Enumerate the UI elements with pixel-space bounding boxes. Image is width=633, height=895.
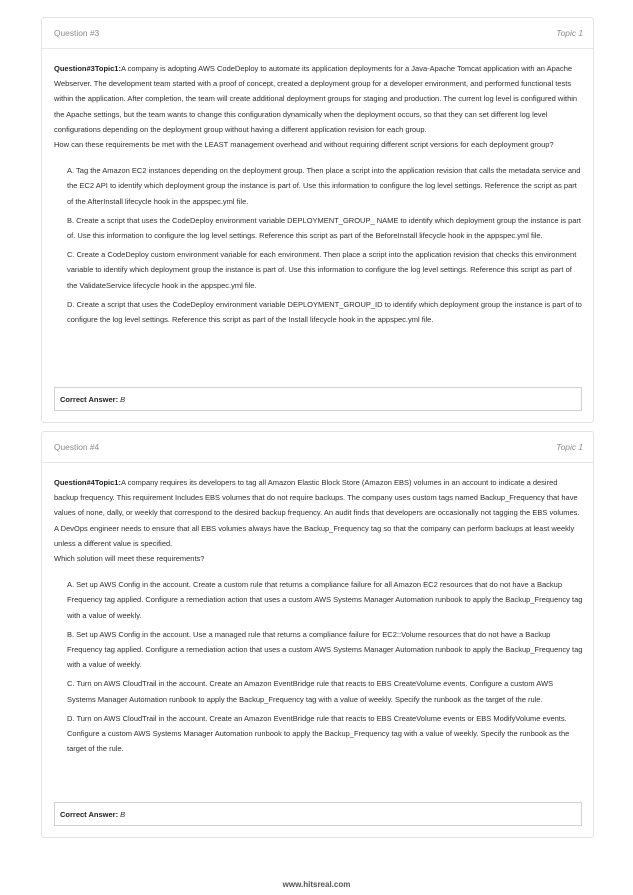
question-header	[42, 432, 593, 463]
option-a[interactable]: A. Tag the Amazon EC2 instances depending on the deployment group. Then place a script into the application revision that calls the metadata service and the EC2 API to identify which deployment group the instance is part of. Use this information to configure the log level settings. Reference the script as part of the AfterInstall lifecycle hook in the appspec.yml file.	[67, 166, 581, 206]
option-b[interactable]: B. Set up AWS Config in the account. Use a managed rule that returns a compliance failure for EC2::Volume resources that do not have a Backup Frequency tag applied. Configure a remediation action that uses a custom AWS Systems Manager Automation runbook to apply the Backup_Frequency tag with a value of weekly.	[67, 629, 583, 670]
topic-label: Topic 1	[556, 28, 583, 38]
question-prompt: Which solution will meet these requirements?	[54, 554, 205, 564]
question-body	[42, 463, 593, 756]
question-text: A company is adopting AWS CodeDeploy to automate its application deployments for a Java-Apache Tomcat application with an Apache Webserver. The development team started with a proof of concept, created a deployment group for a developer environment, and performed functional tests within the application. After completion, the team will create additional deployment groups for staging and production. The current log level is configured within the Apache settings, but the team wants to change this configuration dynamically when the deployment occurs, so that they can set different log level configurations depending on the deployment group without having a different application revision for each group.	[54, 64, 578, 134]
correct-answer-box	[54, 802, 582, 826]
question-number: Question #4	[54, 442, 100, 452]
option-c[interactable]: C. Turn on AWS CloudTrail in the account. Create an Amazon EventBridge rule that reacts to EBS CreateVolume events. Configure a custom AWS Systems Manager Automation runbook to apply the Backup_Frequency tag with a value of weekly. Specify the runbook as the target of the rule.	[67, 679, 554, 704]
question-stem	[54, 475, 583, 566]
option-d[interactable]: D. Create a script that uses the CodeDeploy environment variable DEPLOYMENT_GROUP_ID to identify which deployment group the instance is part of to configure the log level settings. Reference this script as part of the Install lifecycle hook in the appspec.yml file.	[67, 299, 582, 325]
question-text-2: A DevOps engineer needs to ensure that all EBS volumes always have the Backup_Frequency tag so that the company can perform backups at least weekly unless a different value is specified.	[54, 523, 575, 548]
option-b[interactable]: B. Create a script that uses the CodeDeploy environment variable DEPLOYMENT_GROUP_ NAME to identify which deployment group the instance is part of. Use this information to configure the log level settings. Reference this script as part of the BeforeInstall lifecycle hook in the appspec.yml file.	[67, 215, 581, 241]
correct-answer-label: Correct Answer:	[60, 394, 119, 404]
question-header	[42, 18, 593, 49]
question-lead: Question#3Topic1:	[54, 64, 121, 73]
topic-label: Topic 1	[556, 442, 583, 452]
correct-answer-box	[54, 387, 582, 411]
correct-answer-value: B	[120, 394, 126, 404]
options-list	[67, 163, 583, 327]
option-d[interactable]: D. Turn on AWS CloudTrail in the account. Create an Amazon EventBridge rule that reacts to EBS CreateVolume events or EBS ModifyVolume events. Configure a custom AWS Systems Manager Automation runbook to apply the Backup_Frequency tag with a value of weekly. Specify the runbook as the target of the rule.	[67, 713, 570, 754]
question-body	[42, 49, 593, 327]
question-card-3	[41, 17, 594, 423]
correct-answer-value: B	[120, 809, 126, 819]
question-card-4	[41, 431, 594, 838]
option-a[interactable]: A. Set up AWS Config in the account. Create a custom rule that returns a compliance failure for all Amazon EC2 resources that do not have a Backup Frequency tag applied. Configure a remediation action that uses a custom AWS Systems Manager Automation runbook to apply the Backup_Frequency tag with a value of weekly.	[67, 580, 583, 620]
question-text: A company requires its developers to tag all Amazon Elastic Block Store (Amazon EBS) volumes in an account to indicate a desired backup frequency. This requirement Includes EBS volumes that do not require backups. The company uses custom tags named Backup_Frequency that have values of none, dally, or weekly that correspond to the desired backup frequency. An audit finds that developers are occasionally not tagging the EBS volumes.	[54, 478, 580, 518]
question-prompt: How can these requirements be met with the LEAST management overhead and without requiring different script versions for each deployment group?	[54, 140, 554, 150]
options-list	[67, 577, 583, 756]
question-lead: Question#4Topic1:	[54, 478, 121, 487]
question-stem	[54, 61, 583, 152]
correct-answer-label: Correct Answer:	[60, 809, 119, 819]
site-footer[interactable]: www.hitsreal.com	[282, 880, 351, 889]
option-c[interactable]: C. Create a CodeDeploy custom environment variable for each environment. Then place a script into the application revision that checks this environment variable to identify which deployment group the instance is part of. Use this information to configure the log level settings. Reference this script as part of the ValidateService lifecycle hook in the appspec.yml file.	[67, 250, 577, 290]
question-number: Question #3	[54, 28, 100, 38]
